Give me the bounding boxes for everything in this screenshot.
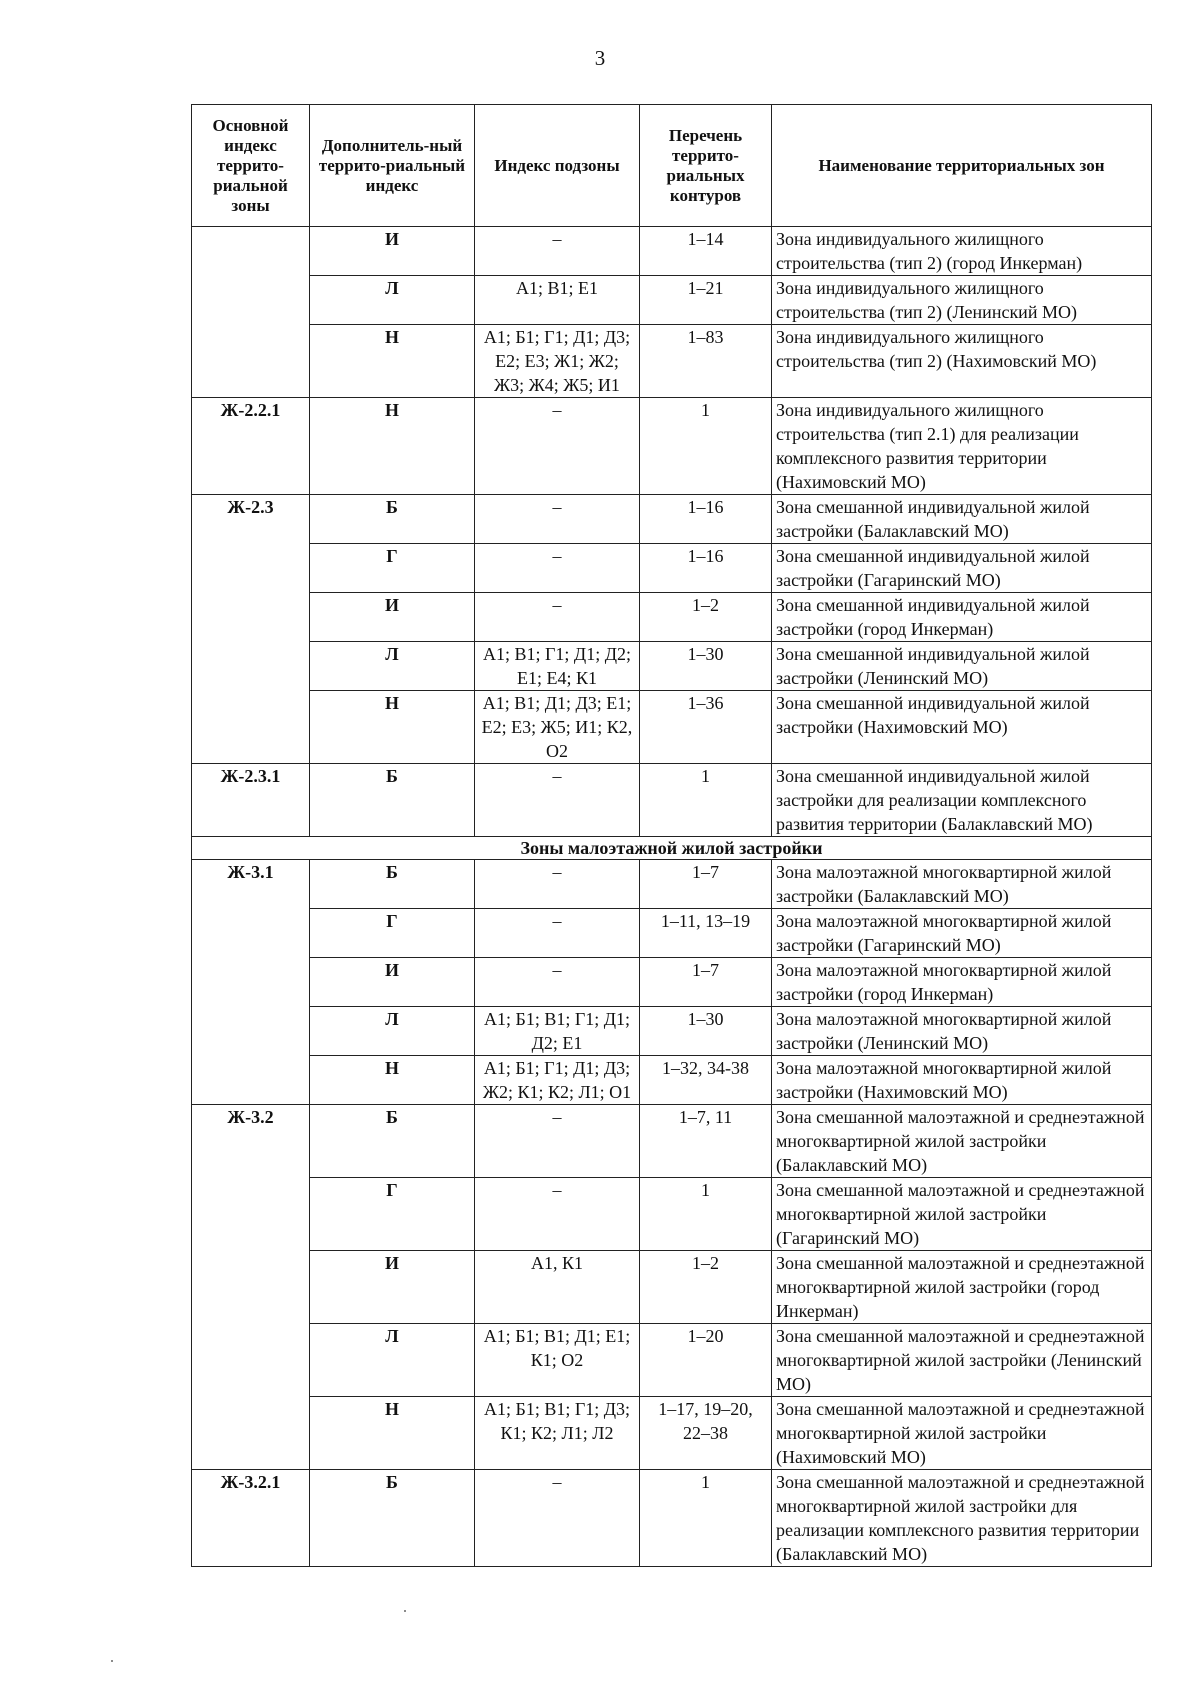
zone-name-cell: Зона смешанной малоэтажной и среднеэтажной многоквартирной жилой застройки (Гагаринский МО) — [772, 1178, 1152, 1251]
scan-speck — [404, 1610, 406, 1612]
extra-index-cell: Н — [310, 1056, 475, 1105]
extra-index-cell: И — [310, 958, 475, 1007]
contours-cell: 1–36 — [640, 691, 772, 764]
main-index-cell — [192, 958, 310, 1007]
header-zone-name: Наименование территориальных зон — [772, 105, 1152, 227]
main-index-cell — [192, 691, 310, 764]
subzone-cell: – — [475, 398, 640, 495]
zone-name-cell: Зона индивидуального жилищного строительства (тип 2) (Ленинский МО) — [772, 276, 1152, 325]
main-index-cell: Ж-3.1 — [192, 860, 310, 909]
main-index-cell — [192, 325, 310, 398]
subzone-cell: А1; Б1; Г1; Д1; Д3; Ж2; К1; К2; Л1; О1 — [475, 1056, 640, 1105]
subzone-cell: А1; В1; Д1; Д3; Е1; Е2; Е3; Ж5; И1; К2, О2 — [475, 691, 640, 764]
table-row — [192, 642, 1152, 691]
zone-name-cell: Зона малоэтажной многоквартирной жилой застройки (Нахимовский МО) — [772, 1056, 1152, 1105]
table-row — [192, 276, 1152, 325]
zone-name-cell: Зона смешанной индивидуальной жилой застройки (город Инкерман) — [772, 593, 1152, 642]
extra-index-cell: Н — [310, 398, 475, 495]
zone-name-cell: Зона смешанной индивидуальной жилой застройки (Гагаринский МО) — [772, 544, 1152, 593]
contours-cell: 1 — [640, 398, 772, 495]
main-index-cell — [192, 227, 310, 276]
table-row — [192, 1397, 1152, 1470]
contours-cell: 1–30 — [640, 1007, 772, 1056]
header-main-index: Основной индекс террито-риальной зоны — [192, 105, 310, 227]
subzone-cell: – — [475, 1178, 640, 1251]
subzone-cell: А1; Б1; В1; Г1; Д3; К1; К2; Л1; Л2 — [475, 1397, 640, 1470]
extra-index-cell: Б — [310, 764, 475, 837]
subzone-cell: – — [475, 1105, 640, 1178]
page-number: 3 — [594, 46, 606, 70]
main-index-cell: Ж-2.2.1 — [192, 398, 310, 495]
main-index-cell: Ж-3.2.1 — [192, 1470, 310, 1567]
main-index-cell — [192, 593, 310, 642]
extra-index-cell: Г — [310, 909, 475, 958]
extra-index-cell: Н — [310, 325, 475, 398]
main-index-cell — [192, 1324, 310, 1397]
table-row — [192, 909, 1152, 958]
table-row — [192, 495, 1152, 544]
main-index-cell — [192, 1251, 310, 1324]
table-body-part2 — [192, 860, 1152, 1567]
subzone-cell: А1; В1; Г1; Д1; Д2; Е1; Е4; К1 — [475, 642, 640, 691]
contours-cell: 1–2 — [640, 1251, 772, 1324]
table-row — [192, 398, 1152, 495]
extra-index-cell: Н — [310, 1397, 475, 1470]
header-contours: Перечень террито-риальных контуров — [640, 105, 772, 227]
section-row — [192, 837, 1152, 860]
contours-cell: 1–7 — [640, 958, 772, 1007]
subzone-cell: – — [475, 764, 640, 837]
extra-index-cell: Л — [310, 1007, 475, 1056]
section-title: Зоны малоэтажной жилой застройки — [192, 837, 1152, 860]
extra-index-cell: Б — [310, 1105, 475, 1178]
subzone-cell: – — [475, 227, 640, 276]
contours-cell: 1 — [640, 1178, 772, 1251]
table-row — [192, 958, 1152, 1007]
table-row — [192, 593, 1152, 642]
table-row — [192, 1251, 1152, 1324]
subzone-cell: – — [475, 544, 640, 593]
table-row — [192, 1324, 1152, 1397]
zone-name-cell: Зона индивидуального жилищного строительства (тип 2) (город Инкерман) — [772, 227, 1152, 276]
subzone-cell: А1; Б1; В1; Г1; Д1; Д2; Е1 — [475, 1007, 640, 1056]
zone-name-cell: Зона смешанной малоэтажной и среднеэтажной многоквартирной жилой застройки (Ленинский МО) — [772, 1324, 1152, 1397]
main-index-cell — [192, 642, 310, 691]
extra-index-cell: Б — [310, 495, 475, 544]
table-row — [192, 691, 1152, 764]
scan-speck — [111, 1660, 113, 1662]
zone-name-cell: Зона малоэтажной многоквартирной жилой застройки (Ленинский МО) — [772, 1007, 1152, 1056]
table-row — [192, 1105, 1152, 1178]
main-index-cell: Ж-2.3 — [192, 495, 310, 544]
table-row — [192, 325, 1152, 398]
subzone-cell: – — [475, 860, 640, 909]
zone-name-cell: Зона малоэтажной многоквартирной жилой застройки (город Инкерман) — [772, 958, 1152, 1007]
contours-cell: 1–83 — [640, 325, 772, 398]
contours-cell: 1–32, 34-38 — [640, 1056, 772, 1105]
subzone-cell: – — [475, 593, 640, 642]
zone-name-cell: Зона смешанной малоэтажной и среднеэтажной многоквартирной жилой застройки (Балаклавский МО) — [772, 1105, 1152, 1178]
extra-index-cell: Г — [310, 544, 475, 593]
extra-index-cell: Л — [310, 642, 475, 691]
table-row — [192, 1470, 1152, 1567]
main-index-cell — [192, 1056, 310, 1105]
main-index-cell: Ж-3.2 — [192, 1105, 310, 1178]
extra-index-cell: И — [310, 227, 475, 276]
table-body-part1 — [192, 227, 1152, 837]
contours-cell: 1–2 — [640, 593, 772, 642]
table-row — [192, 544, 1152, 593]
zone-name-cell: Зона индивидуального жилищного строительства (тип 2) (Нахимовский МО) — [772, 325, 1152, 398]
header-row — [192, 105, 1152, 227]
subzone-cell: А1, К1 — [475, 1251, 640, 1324]
extra-index-cell: И — [310, 1251, 475, 1324]
extra-index-cell: Л — [310, 276, 475, 325]
zone-name-cell: Зона смешанной малоэтажной и среднеэтажной многоквартирной жилой застройки (город Инкерман) — [772, 1251, 1152, 1324]
table-row — [192, 1007, 1152, 1056]
contours-cell: 1–11, 13–19 — [640, 909, 772, 958]
zone-name-cell: Зона смешанной индивидуальной жилой застройки (Балаклавский МО) — [772, 495, 1152, 544]
contours-cell: 1–21 — [640, 276, 772, 325]
table-row — [192, 1056, 1152, 1105]
section-header-body — [192, 837, 1152, 860]
extra-index-cell: Б — [310, 860, 475, 909]
main-index-cell: Ж-2.3.1 — [192, 764, 310, 837]
subzone-cell: – — [475, 958, 640, 1007]
main-index-cell — [192, 909, 310, 958]
zone-name-cell: Зона индивидуального жилищного строительства (тип 2.1) для реализации комплексного развития территории (Нахимовский МО) — [772, 398, 1152, 495]
header-subzone-index: Индекс подзоны — [475, 105, 640, 227]
main-index-cell — [192, 276, 310, 325]
contours-cell: 1 — [640, 1470, 772, 1567]
contours-cell: 1–30 — [640, 642, 772, 691]
main-index-cell — [192, 544, 310, 593]
extra-index-cell: Б — [310, 1470, 475, 1567]
zone-name-cell: Зона смешанной индивидуальной жилой застройки (Нахимовский МО) — [772, 691, 1152, 764]
contours-cell: 1–7, 11 — [640, 1105, 772, 1178]
subzone-cell: – — [475, 909, 640, 958]
zone-name-cell: Зона смешанной малоэтажной и среднеэтажной многоквартирной жилой застройки (Нахимовский МО) — [772, 1397, 1152, 1470]
contours-cell: 1–14 — [640, 227, 772, 276]
subzone-cell: А1; Б1; В1; Д1; Е1; К1; О2 — [475, 1324, 640, 1397]
table-row — [192, 1178, 1152, 1251]
subzone-cell: – — [475, 1470, 640, 1567]
main-index-cell — [192, 1178, 310, 1251]
main-index-cell — [192, 1397, 310, 1470]
subzone-cell: – — [475, 495, 640, 544]
table-row — [192, 764, 1152, 837]
zone-name-cell: Зона малоэтажной многоквартирной жилой застройки (Гагаринский МО) — [772, 909, 1152, 958]
zones-table — [191, 104, 1152, 1567]
zone-name-cell: Зона смешанной малоэтажной и среднеэтажной многоквартирной жилой застройки для реализации комплексного развития территории (Балаклавский МО) — [772, 1470, 1152, 1567]
main-index-cell — [192, 1007, 310, 1056]
zone-name-cell: Зона смешанной индивидуальной жилой застройки для реализации комплексного развития территории (Балаклавский МО) — [772, 764, 1152, 837]
contours-cell: 1–20 — [640, 1324, 772, 1397]
table-row — [192, 227, 1152, 276]
contours-cell: 1–7 — [640, 860, 772, 909]
extra-index-cell: Л — [310, 1324, 475, 1397]
zone-name-cell: Зона смешанной индивидуальной жилой застройки (Ленинский МО) — [772, 642, 1152, 691]
extra-index-cell: И — [310, 593, 475, 642]
subzone-cell: А1; Б1; Г1; Д1; Д3; Е2; Е3; Ж1; Ж2; Ж3; Ж4; Ж5; И1 — [475, 325, 640, 398]
table-row — [192, 860, 1152, 909]
extra-index-cell: Г — [310, 1178, 475, 1251]
contours-cell: 1–16 — [640, 495, 772, 544]
contours-cell: 1–17, 19–20, 22–38 — [640, 1397, 772, 1470]
contours-cell: 1–16 — [640, 544, 772, 593]
contours-cell: 1 — [640, 764, 772, 837]
extra-index-cell: Н — [310, 691, 475, 764]
subzone-cell: А1; В1; Е1 — [475, 276, 640, 325]
header-extra-index: Дополнитель-ный террито-риальный индекс — [310, 105, 475, 227]
zone-name-cell: Зона малоэтажной многоквартирной жилой застройки (Балаклавский МО) — [772, 860, 1152, 909]
